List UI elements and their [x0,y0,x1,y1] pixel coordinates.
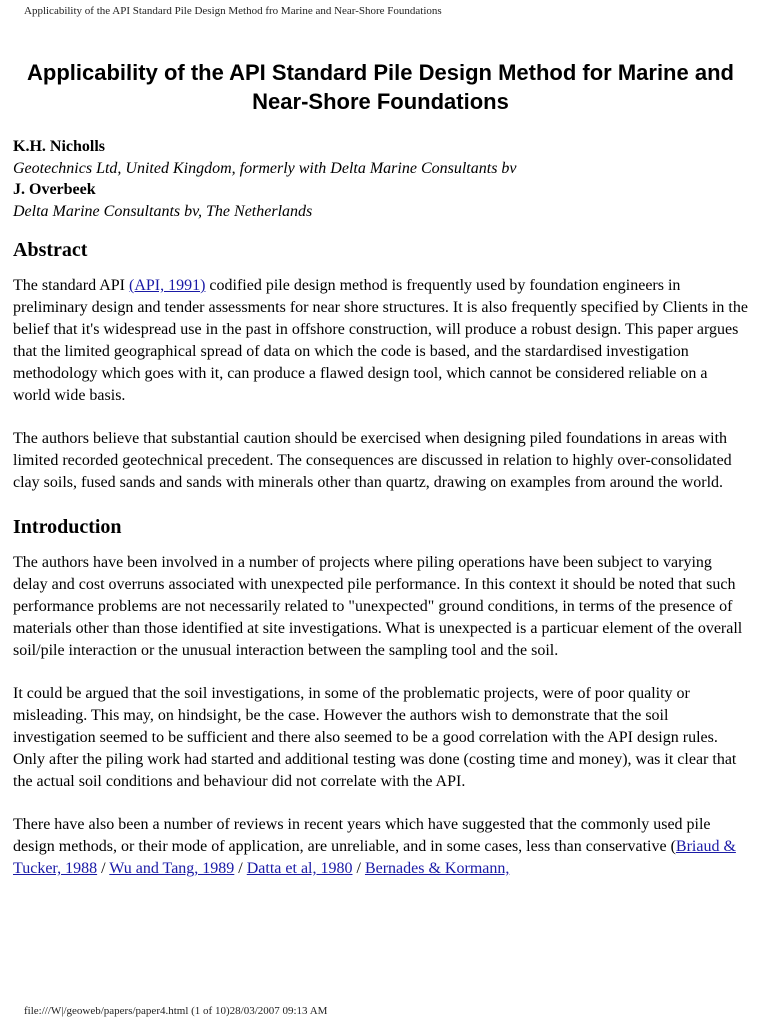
reference-link-wu-tang[interactable]: Wu and Tang, 1989 [109,860,235,877]
author-name: J. Overbeek [13,181,96,198]
paper-title: Applicability of the API Standard Pile Design Method for Marine and Near-Shore Foundations [27,60,734,114]
reference-link-datta[interactable]: Datta et al, 1980 [246,860,353,877]
introduction-heading: Introduction [13,516,122,538]
introduction-paragraph: The authors have been involved in a number of projects where piling operations have been subject to varying delay and cost overruns associated with unexpected pile performance. In this context it should be noted that such performance problems are not necessarily related to "unexpected" ground conditions, in terms of the presence of materials other than those identified at site investigations. What is unexpected is a particuar element of the overall soil/pile interaction or the unusual interaction between the sampling tool and the soil. [13,554,743,659]
reference-separator: / [97,860,110,877]
abstract-text: The standard API [13,277,129,294]
introduction-paragraph [13,814,748,880]
page-footer: file:///W|/geoweb/papers/paper4.html (1 of 10)28/03/2007 09:13 AM [24,1005,328,1017]
author-affiliation: Geotechnics Ltd, United Kingdom, formerly with Delta Marine Consultants bv [13,159,517,177]
abstract-heading: Abstract [13,239,88,261]
abstract-text: codified pile design method is frequently used by foundation engineers in preliminary design and tender assessments for near shore structures. It is also frequently specified by Clients in the belief that it's widespread use in the past in offshore construction, will produce a robust design. This paper argues that the limited geographical spread of data on which the code is based, and the stardardised investigation methodology which goes with it, can produce a flawed design tool, which cannot be considered reliable on a world wide basis. [13,277,748,404]
author-block [13,136,748,222]
abstract-paragraph: The authors believe that substantial caution should be exercised when designing piled foundations in areas with limited recorded geotechnical precedent. The consequences are discussed in relation to highly over-consolidated clay soils, fused sands and sands with minerals other than quartz, drawing on examples from around the world. [13,430,732,491]
reference-link-bernades-kormann[interactable]: Bernades & Kormann, [364,860,510,877]
introduction-text: There have also been a number of reviews in recent years which have suggested that the commonly used pile design methods, or their mode of application, are unreliable, and in some cases, less than conservative ( [13,816,711,855]
author-name: K.H. Nicholls [13,138,106,155]
author-affiliation: Delta Marine Consultants bv, The Netherlands [13,202,313,220]
reference-separator: / [234,860,247,877]
reference-link-api-1991[interactable]: (API, 1991) [128,277,206,294]
introduction-paragraph: It could be argued that the soil investigations, in some of the problematic projects, were of poor quality or misleading. This may, on hindsight, be the case. However the authors wish to demonstrate that the soil investigation seemed to be sufficient and there also seemed to be a good correlation with the API design rules. Only after the piling work had started and additional testing was done (costing time and money), was it clear that the actual soil conditions and behaviour did not correlate with the API. [13,685,737,790]
reference-separator: / [352,860,365,877]
reference-link-briaud-tucker[interactable]: Briaud & Tucker, 1988 [13,838,736,877]
abstract-paragraph [13,275,748,407]
document-body [13,58,748,901]
running-header: Applicability of the API Standard Pile Design Method fro Marine and Near-Shore Foundations [24,5,442,17]
